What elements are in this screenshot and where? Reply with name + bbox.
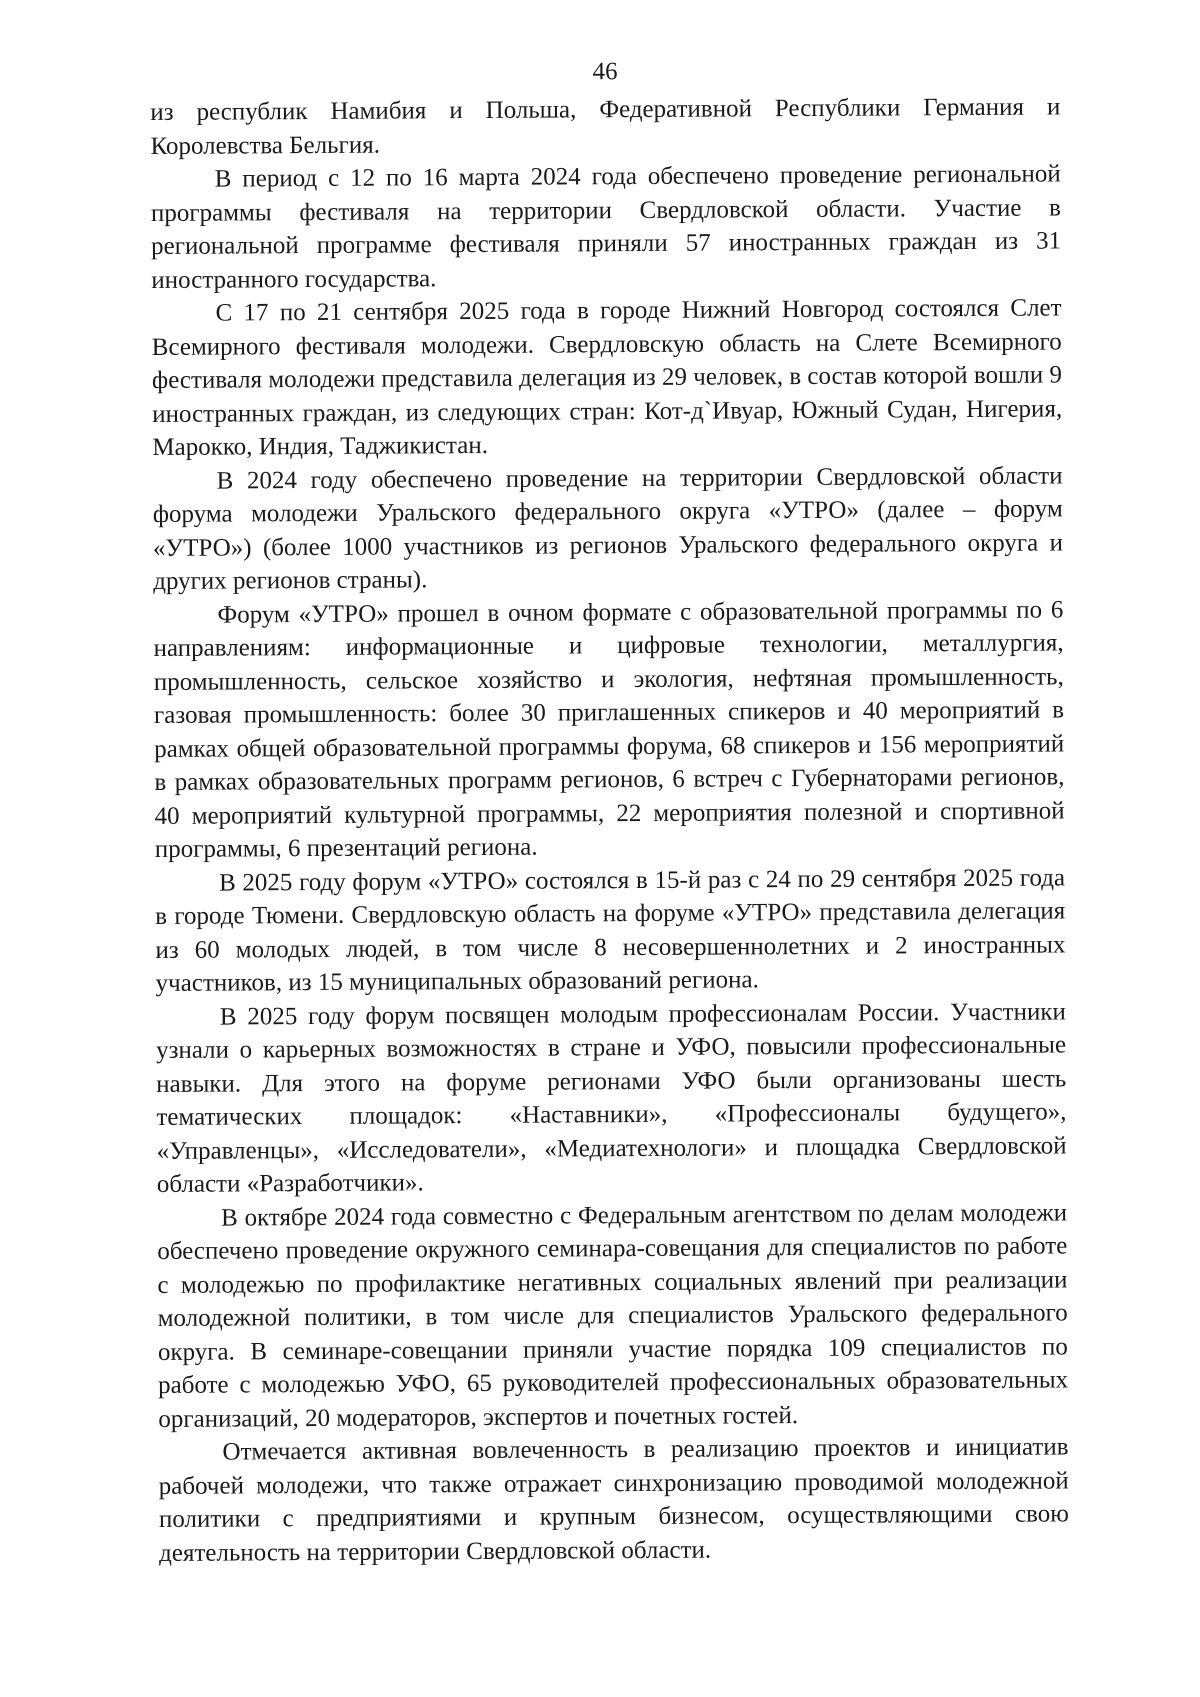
paragraph-utro-2024: В 2024 году обеспечено проведение на территории Свердловской области форума молодежи Уральского федерального округа «УТРО» (далее – форум «УТРО») (более 1000 участников из регионов Уральского федерального округа и других регионов страны). xyxy=(152,461,1064,595)
page-number: 46 xyxy=(592,58,618,86)
paragraph-continuation: из республик Намибия и Польша, Федеративной Республики Германия и Королевства Бельгия. xyxy=(150,93,1061,160)
paragraph-utro-format: Форум «УТРО» прошел в очном формате с образовательной программы по 6 направлениям: информационные и цифровые технологии, металлургия, промышленность, сельское хозяйство и экология, нефтяная промышленность, газовая промышленность: более 30 приглашенных спикеров и 40 мероприятий в рамках общей образовательной программы форума, 68 спикеров и 156 мероприятий в рамках образовательных программ регионов, 6 встреч с Губернаторами регионов, 40 мероприятий культурной программы, 22 мероприятия полезной и спортивной программы, 6 презентаций региона. xyxy=(153,595,1065,863)
paragraph-seminar: В октябре 2024 года совместно с Федеральным агентством по делам молодежи обеспечено проведение окружного семинара-совещания для специалистов по работе с молодежью по профилактике негативных социальных явлений при реализации молодежной политики, в том числе для специалистов Уральского федерального округа. В семинаре-совещании приняли участие порядка 109 специалистов по работе с молодежью УФО, 65 руководителей профессиональных образовательных организаций, 20 модераторов, экспертов и почетных гостей. xyxy=(157,1198,1069,1433)
paragraph-utro-2025-topic: В 2025 году форум посвящен молодым профессионалам России. Участники узнали о карьерных возможностях в стране и УФО, повысили профессиональные навыки. Для этого на форуме регионами УФО были организованы шесть тематических площадок: «Наставники», «Профессионалы будущего», «Управленцы», «Исследователи», «Медиатехнологи» и площадка Свердловской области «Разработчики». xyxy=(155,997,1067,1198)
document-page xyxy=(150,54,1069,1570)
paragraph-festival-rally: С 17 по 21 сентября 2025 года в городе Нижний Новгород состоялся Слет Всемирного фестиваля молодежи. Свердловскую область на Слете Всемирного фестиваля молодежи представила делегация из 29 человек, в состав которой вошли 9 иностранных граждан, из следующих стран: Кот-д`Ивуар, Южный Судан, Нигерия, Марокко, Индия, Таджикистан. xyxy=(151,294,1063,461)
paragraph-working-youth: Отмечается активная вовлеченность в реализацию проектов и инициатив рабочей молодежи, что также отражает синхронизацию проводимой молодежной политики с предприятиями и крупным бизнесом, осуществляющими свою деятельность на территории Свердловской области. xyxy=(158,1433,1069,1567)
paragraph-utro-2025: В 2025 году форум «УТРО» состоялся в 15-й раз с 24 по 29 сентября 2025 года в городе Тюмени. Свердловскую область на форуме «УТРО» представила делегация из 60 молодых людей, в том числе 8 несовершеннолетних и 2 иностранных участников, из 15 муниципальных образований региона. xyxy=(155,863,1066,997)
paragraph-regional-program: В период с 12 по 16 марта 2024 года обеспечено проведение региональной программы фестиваля на территории Свердловской области. Участие в региональной программе фестиваля приняли 57 иностранных граждан из 31 иностранного государства. xyxy=(150,160,1062,294)
